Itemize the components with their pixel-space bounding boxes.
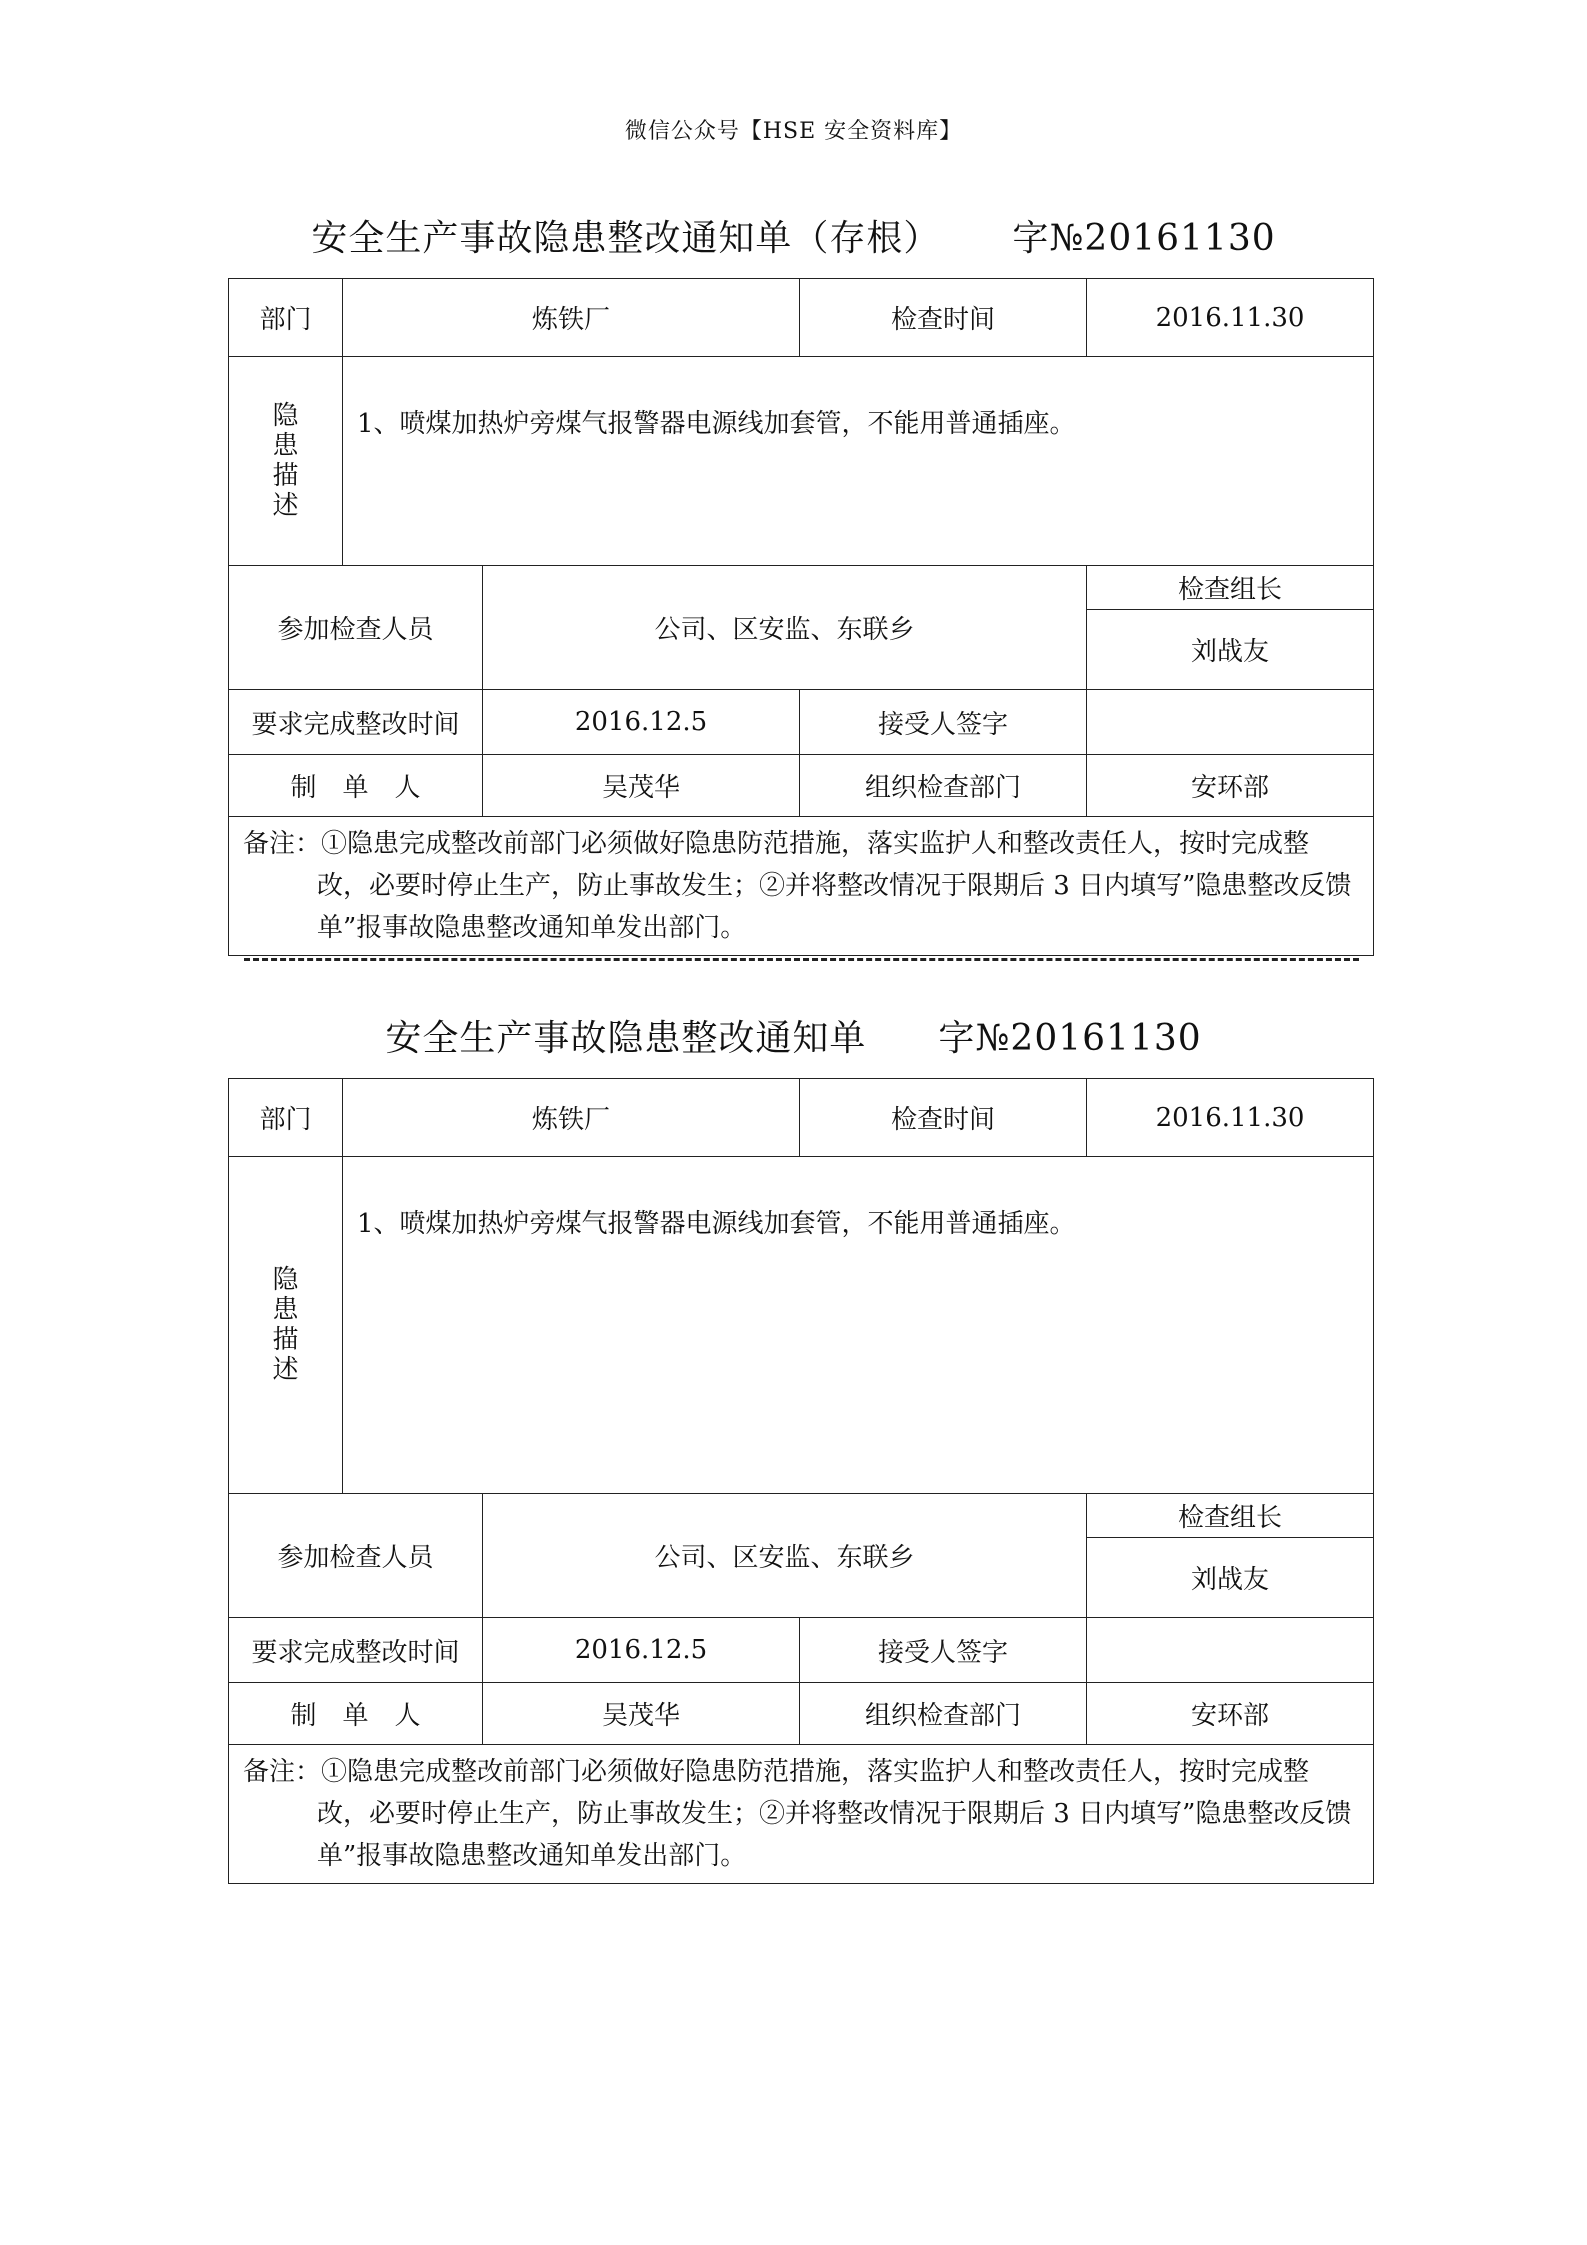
maker-label: 制 单 人 [229,1683,483,1745]
note-text: 备注：①隐患完成整改前部门必须做好隐患防范措施，落实监护人和整改责任人，按时完成整改，必要时停止生产，防止事故发生；②并将整改情况于限期后 3 日内填写”隐患整改反馈单”报事故隐患整改通知单发出部门。 [243,829,1352,943]
notice-title [0,1010,1587,1061]
organizing-dept-label: 组织检查部门 [800,755,1087,817]
stub-title [0,210,1587,261]
watermark-text: 微信公众号【HSE 安全资料库】 [624,119,963,144]
participants-label: 参加检查人员 [229,566,483,690]
check-time-label: 检查时间 [800,1079,1087,1157]
check-time-value: 2016.11.30 [1087,1079,1374,1157]
notice-form-table [228,1078,1374,1884]
note-cell [229,817,1374,956]
maker-label: 制 单 人 [229,755,483,817]
stub-number: 字№20161130 [1012,218,1276,259]
team-leader-label: 检查组长 [1087,566,1374,610]
organizing-dept-value: 安环部 [1087,755,1374,817]
receiver-sign-value[interactable] [1087,1618,1374,1683]
team-leader-value: 刘战友 [1087,610,1374,690]
hazard-description-label: 隐 患 描 述 [229,1157,343,1494]
receiver-sign-label: 接受人签字 [800,690,1087,755]
department-value: 炼铁厂 [343,1079,800,1157]
maker-value: 吴茂华 [483,1683,800,1745]
maker-value: 吴茂华 [483,755,800,817]
deadline-label: 要求完成整改时间 [229,690,483,755]
stub-title-text: 安全生产事故隐患整改通知单（存根） [311,218,941,259]
team-leader-value: 刘战友 [1087,1538,1374,1618]
participants-label: 参加检查人员 [229,1494,483,1618]
receiver-sign-label: 接受人签字 [800,1618,1087,1683]
note-cell [229,1745,1374,1884]
cut-line [244,958,1359,961]
check-time-label: 检查时间 [800,279,1087,357]
notice-number: 字№20161130 [938,1018,1202,1059]
hazard-description-value: 1、喷煤加热炉旁煤气报警器电源线加套管，不能用普通插座。 [343,1157,1374,1494]
check-time-value: 2016.11.30 [1087,279,1374,357]
stub-form-table [228,278,1374,956]
department-value: 炼铁厂 [343,279,800,357]
hazard-description-label: 隐 患 描 述 [229,357,343,566]
organizing-dept-value: 安环部 [1087,1683,1374,1745]
deadline-label: 要求完成整改时间 [229,1618,483,1683]
department-label: 部门 [229,1079,343,1157]
department-label: 部门 [229,279,343,357]
team-leader-label: 检查组长 [1087,1494,1374,1538]
deadline-value: 2016.12.5 [483,690,800,755]
participants-value: 公司、区安监、东联乡 [483,1494,1087,1618]
participants-value: 公司、区安监、东联乡 [483,566,1087,690]
notice-title-text: 安全生产事故隐患整改通知单 [385,1018,867,1059]
note-text: 备注：①隐患完成整改前部门必须做好隐患防范措施，落实监护人和整改责任人，按时完成整改，必要时停止生产，防止事故发生；②并将整改情况于限期后 3 日内填写”隐患整改反馈单”报事故隐患整改通知单发出部门。 [243,1757,1352,1871]
organizing-dept-label: 组织检查部门 [800,1683,1087,1745]
receiver-sign-value[interactable] [1087,690,1374,755]
hazard-description-value: 1、喷煤加热炉旁煤气报警器电源线加套管，不能用普通插座。 [343,357,1374,566]
deadline-value: 2016.12.5 [483,1618,800,1683]
